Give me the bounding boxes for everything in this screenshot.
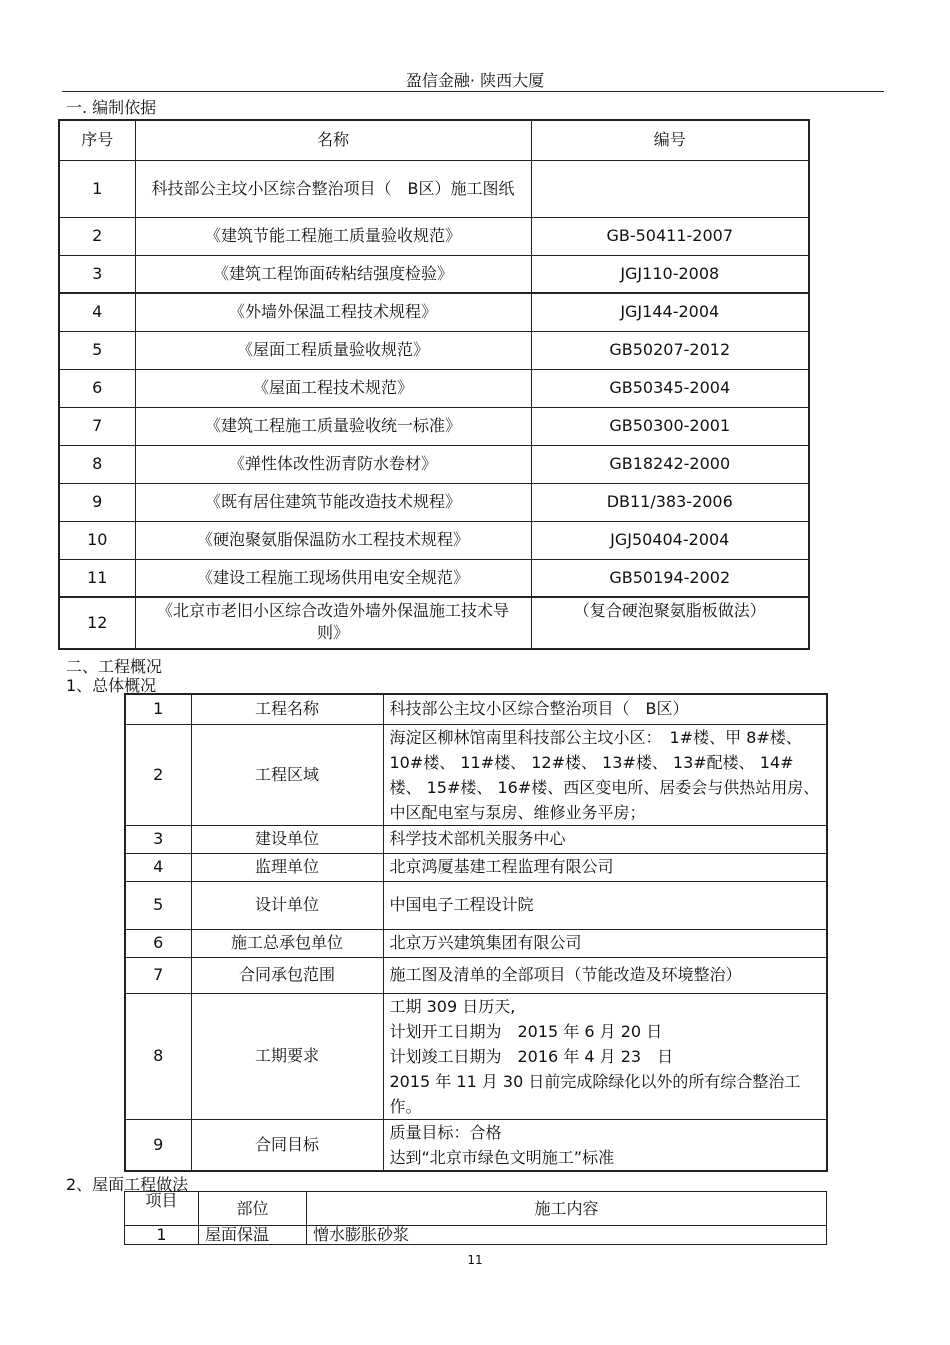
row-no: 11	[59, 559, 135, 597]
row-code: JGJ144-2004	[531, 293, 809, 331]
table-row	[125, 929, 827, 957]
table-row	[125, 1226, 827, 1245]
page-number: 11	[467, 1253, 483, 1267]
row-value: 施工图及清单的全部项目（节能改造及环境整治）	[383, 957, 827, 993]
roof-table	[124, 1191, 827, 1245]
row-value: 北京万兴建筑集团有限公司	[383, 929, 827, 957]
row-name: 《既有居住建筑节能改造技术规程》	[135, 483, 531, 521]
row-no: 7	[125, 957, 191, 993]
table-row	[59, 445, 809, 483]
row-value	[383, 993, 827, 1119]
table-row	[59, 255, 809, 293]
table-row	[125, 881, 827, 929]
row-no: 9	[125, 1119, 191, 1171]
target-line: 质量目标：合格	[389, 1122, 502, 1142]
header-rule	[62, 91, 884, 92]
table-header-row	[125, 1192, 827, 1226]
row-value: 科学技术部机关服务中心	[383, 825, 827, 853]
table-row	[59, 559, 809, 597]
row-content: 憎水膨胀砂浆	[307, 1226, 827, 1245]
row-code: （复合硬泡聚氨脂板做法）	[531, 597, 809, 649]
row-label: 合同目标	[191, 1119, 383, 1171]
row-name: 《建筑节能工程施工质量验收规范》	[135, 217, 531, 255]
row-name: 《建筑工程饰面砖粘结强度检验》	[135, 255, 531, 293]
row-value: 中国电子工程设计院	[383, 881, 827, 929]
row-name: 《屋面工程质量验收规范》	[135, 331, 531, 369]
row-code: GB18242-2000	[531, 445, 809, 483]
row-no: 6	[59, 369, 135, 407]
col-header-no: 序号	[59, 120, 135, 160]
row-name: 《屋面工程技术规范》	[135, 369, 531, 407]
row-label: 施工总承包单位	[191, 929, 383, 957]
col-header-code: 编号	[531, 120, 809, 160]
row-code: GB50207-2012	[531, 331, 809, 369]
row-no: 8	[125, 993, 191, 1119]
row-code: JGJ110-2008	[531, 255, 809, 293]
table-row	[59, 217, 809, 255]
row-no: 12	[59, 597, 135, 649]
row-code: GB50345-2004	[531, 369, 809, 407]
row-code: GB50194-2002	[531, 559, 809, 597]
table-row	[125, 993, 827, 1119]
table-row	[59, 293, 809, 331]
row-value: 北京鸿厦基建工程监理有限公司	[383, 853, 827, 881]
row-label: 工程名称	[191, 694, 383, 724]
schedule-line: 工期 309 日历天,	[389, 996, 516, 1016]
row-value: 科技部公主坟小区综合整治项目（ B区）	[383, 694, 827, 724]
target-line: 达到“北京市绿色文明施工”标准	[389, 1147, 615, 1167]
row-value: 海淀区柳林馆南里科技部公主坟小区： 1#楼、甲 8#楼、 10#楼、 11#楼、 12#楼、 13#楼、 13#配楼、 14#楼、 15#楼、 16#楼、西区变电所、居委会与供热站用房、中区配电室与泵房、维修业务平房；	[383, 724, 827, 825]
row-part: 屋面保温	[199, 1226, 307, 1245]
schedule-line: 计划开工日期为 2015 年 6 月 20 日	[389, 1021, 663, 1041]
table-row	[125, 694, 827, 724]
row-no: 3	[125, 825, 191, 853]
row-no: 3	[59, 255, 135, 293]
table-row	[59, 521, 809, 559]
row-no: 9	[59, 483, 135, 521]
table-row	[125, 853, 827, 881]
row-name: 《建设工程施工现场供用电安全规范》	[135, 559, 531, 597]
section1-title: 一. 编制依据	[66, 98, 157, 117]
row-code: DB11/383-2006	[531, 483, 809, 521]
row-no: 8	[59, 445, 135, 483]
row-label: 工期要求	[191, 993, 383, 1119]
row-code: JGJ50404-2004	[531, 521, 809, 559]
row-no: 1	[59, 160, 135, 217]
row-name: 《弹性体改性沥青防水卷材》	[135, 445, 531, 483]
row-name: 科技部公主坟小区综合整治项目（ B区）施工图纸	[135, 160, 531, 217]
table-row	[125, 724, 827, 825]
row-no: 1	[125, 1226, 199, 1245]
row-name: 《北京市老旧小区综合改造外墙外保温施工技术导则》	[135, 597, 531, 649]
basis-table	[58, 119, 810, 650]
row-label: 建设单位	[191, 825, 383, 853]
row-code: GB50300-2001	[531, 407, 809, 445]
table-row	[59, 483, 809, 521]
row-label: 合同承包范围	[191, 957, 383, 993]
row-no: 4	[59, 293, 135, 331]
table-row	[125, 825, 827, 853]
section2-title: 二、工程概况	[66, 657, 163, 676]
section2-sub1: 1、总体概况	[66, 676, 157, 695]
row-value	[383, 1119, 827, 1171]
table-row	[59, 407, 809, 445]
row-no: 2	[59, 217, 135, 255]
row-no: 1	[125, 694, 191, 724]
col-header-item: 项目	[125, 1192, 199, 1226]
page-header-title: 盈信金融· 陕西大厦	[405, 71, 545, 90]
col-header-name: 名称	[135, 120, 531, 160]
col-header-part: 部位	[199, 1192, 307, 1226]
schedule-line: 2015 年 11 月 30 日前完成除绿化以外的所有综合整治工作。	[389, 1071, 801, 1116]
row-no: 4	[125, 853, 191, 881]
row-name: 《硬泡聚氨脂保温防水工程技术规程》	[135, 521, 531, 559]
table-row	[59, 597, 809, 649]
overview-table	[124, 693, 828, 1172]
schedule-line: 计划竣工日期为 2016 年 4 月 23 日	[389, 1046, 674, 1066]
col-header-content: 施工内容	[307, 1192, 827, 1226]
row-code: GB-50411-2007	[531, 217, 809, 255]
table-row	[59, 331, 809, 369]
row-label: 监理单位	[191, 853, 383, 881]
row-no: 2	[125, 724, 191, 825]
table-row	[125, 1119, 827, 1171]
row-no: 5	[125, 881, 191, 929]
row-name: 《外墙外保温工程技术规程》	[135, 293, 531, 331]
table-row	[59, 369, 809, 407]
row-no: 10	[59, 521, 135, 559]
row-label: 设计单位	[191, 881, 383, 929]
row-no: 7	[59, 407, 135, 445]
row-no: 5	[59, 331, 135, 369]
row-no: 6	[125, 929, 191, 957]
table-row	[125, 957, 827, 993]
table-row	[59, 160, 809, 217]
section2-sub2: 2、屋面工程做法	[66, 1175, 189, 1194]
table-header-row	[59, 120, 809, 160]
row-label: 工程区域	[191, 724, 383, 825]
row-name: 《建筑工程施工质量验收统一标准》	[135, 407, 531, 445]
row-code	[531, 160, 809, 217]
